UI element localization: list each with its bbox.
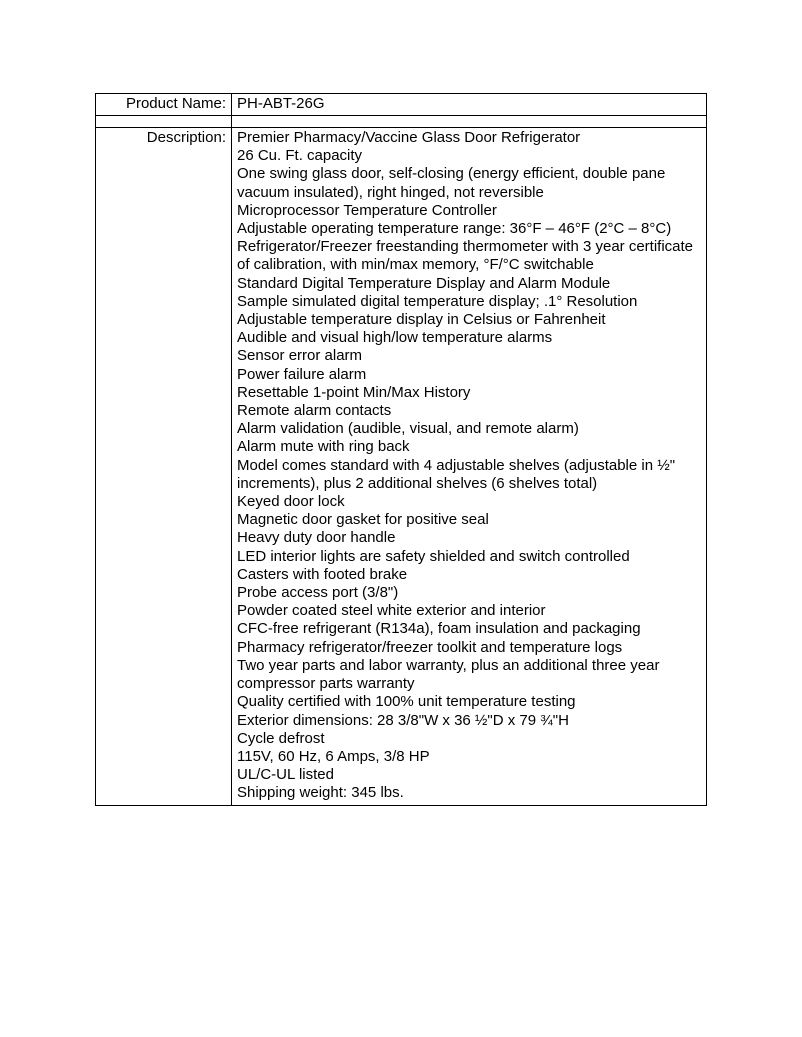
description-item: Two year parts and labor warranty, plus an additional three year compressor parts warranty (237, 656, 660, 693)
description-item: LED interior lights are safety shielded and switch controlled (237, 547, 630, 565)
description-item: Sensor error alarm (237, 347, 363, 365)
description-item: Exterior dimensions: 28 3/8"W x 36 ½"D x 79 ¾"H (237, 711, 569, 729)
description-item: Keyed door lock (237, 493, 345, 511)
description-item: Remote alarm contacts (237, 402, 392, 420)
description-item: UL/C-UL listed (237, 766, 334, 784)
description-item: Alarm validation (audible, visual, and remote alarm) (237, 420, 579, 438)
description-item: 26 Cu. Ft. capacity (237, 147, 363, 165)
description-item: 115V, 60 Hz, 6 Amps, 3/8 HP (237, 747, 430, 765)
description-value (232, 128, 707, 806)
description-item: One swing glass door, self-closing (energy efficient, double pane vacuum insulated), right hinged, not reversible (237, 165, 666, 201)
description-item: Microprocessor Temperature Controller (237, 201, 497, 219)
product-name-value: PH-ABT-26G (232, 94, 707, 116)
description-item: Powder coated steel white exterior and interior (237, 602, 546, 620)
spacer-cell-left (96, 116, 232, 128)
description-list (237, 129, 701, 803)
description-row (96, 128, 707, 806)
description-item: Sample simulated digital temperature display; .1° Resolution (237, 292, 638, 310)
description-item: Model comes standard with 4 adjustable shelves (adjustable in ½" increments), plus 2 additional shelves (6 shelves total) (237, 456, 676, 492)
description-label: Description: (96, 128, 232, 806)
description-item: Pharmacy refrigerator/freezer toolkit and temperature logs (237, 638, 623, 656)
description-item: Resettable 1-point Min/Max History (237, 383, 471, 401)
description-item: CFC-free refrigerant (R134a), foam insulation and packaging (237, 620, 641, 638)
description-item: Adjustable temperature display in Celsius or Fahrenheit (237, 311, 606, 329)
description-item: Adjustable operating temperature range: 36°F – 46°F (2°C – 8°C) (237, 220, 672, 238)
description-item: Refrigerator/Freezer freestanding thermometer with 3 year certificate of calibration, with min/max memory, °F/°C switchable (237, 238, 694, 274)
product-name-row (96, 94, 707, 116)
product-spec-table (95, 93, 707, 806)
description-item: Power failure alarm (237, 365, 367, 383)
description-item: Cycle defrost (237, 729, 325, 747)
description-item: Magnetic door gasket for positive seal (237, 511, 489, 529)
description-item: Quality certified with 100% unit temperature testing (237, 693, 576, 711)
product-name-label: Product Name: (96, 94, 232, 116)
description-item: Premier Pharmacy/Vaccine Glass Door Refrigerator (237, 129, 581, 146)
description-item: Standard Digital Temperature Display and Alarm Module (237, 274, 611, 292)
description-item: Heavy duty door handle (237, 529, 396, 547)
description-item: Audible and visual high/low temperature alarms (237, 329, 553, 347)
description-item: Probe access port (3/8") (237, 584, 399, 602)
spacer-row (96, 116, 707, 128)
description-item: Alarm mute with ring back (237, 438, 410, 456)
description-item: Casters with footed brake (237, 565, 408, 583)
spacer-cell-right (232, 116, 707, 128)
description-item: Shipping weight: 345 lbs. (237, 784, 404, 802)
